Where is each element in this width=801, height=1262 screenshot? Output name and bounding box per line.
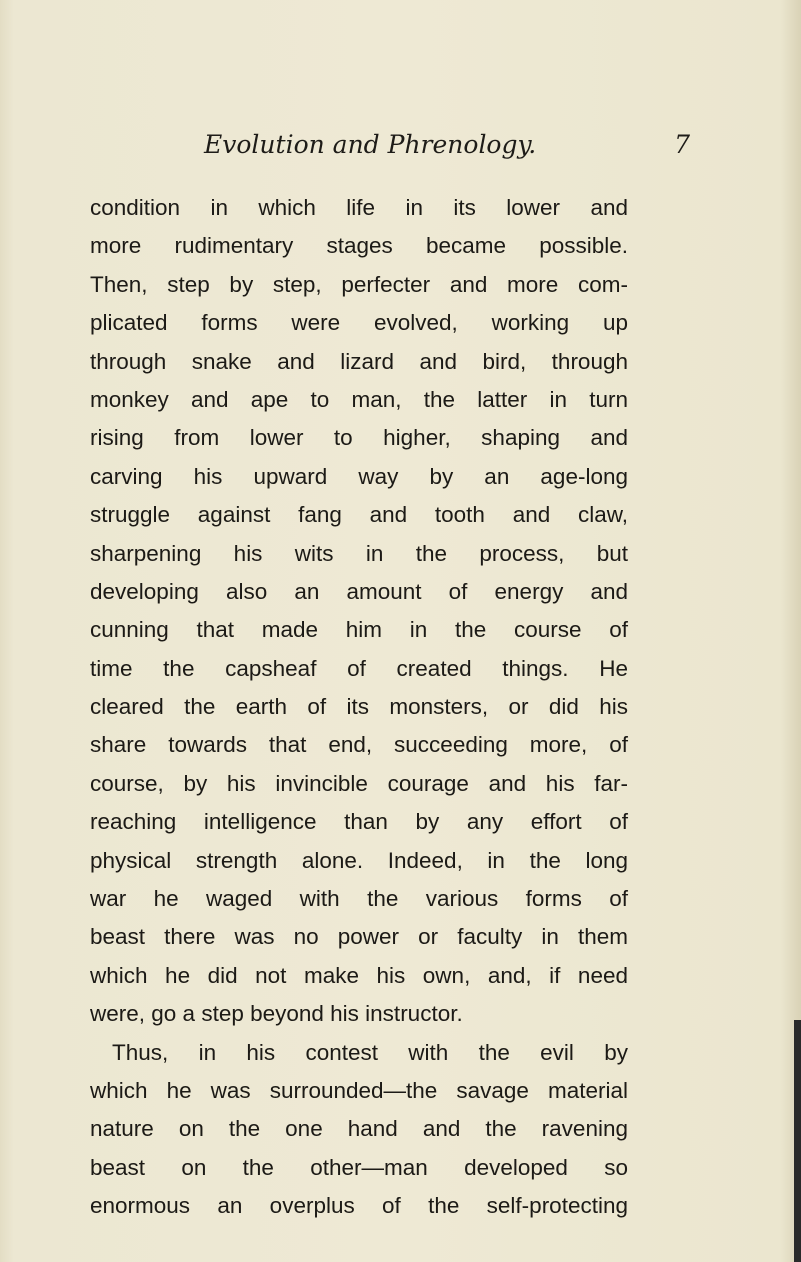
text-line: sharpening his wits in the process, but — [90, 540, 628, 566]
text-line: war he waged with the various forms of — [90, 886, 628, 912]
text-line: which he was surrounded—the savage material — [90, 1077, 628, 1103]
running-head: Evolution and Phrenology. — [204, 130, 537, 159]
text-line: monkey and ape to man, the latter in turn — [90, 386, 628, 412]
text-line: rising from lower to higher, shaping and — [90, 425, 628, 451]
text-line: time the capsheaf of created things. He — [90, 655, 628, 681]
text-line: course, by his invincible courage and his far- — [90, 770, 628, 796]
text-line: struggle against fang and tooth and claw, — [90, 502, 628, 528]
text-line: beast there was no power or faculty in them — [90, 924, 628, 950]
text-line: nature on the one hand and the ravening — [90, 1116, 628, 1142]
page-number: 7 — [674, 130, 690, 159]
text-line: were, go a step beyond his instructor. — [90, 1001, 463, 1027]
text-line: Thus, in his contest with the evil by — [112, 1039, 628, 1065]
text-line: developing also an amount of energy and — [90, 578, 628, 604]
text-line: plicated forms were evolved, working up — [90, 310, 628, 336]
text-line: carving his upward way by an age-long — [90, 463, 628, 489]
text-line: cleared the earth of its monsters, or did his — [90, 694, 628, 720]
text-line: cunning that made him in the course of — [90, 617, 628, 643]
text-line: through snake and lizard and bird, through — [90, 348, 628, 374]
page-header — [90, 130, 710, 166]
text-line: which he did not make his own, and, if need — [90, 962, 628, 988]
page-edge-shadow — [794, 1020, 801, 1262]
text-line: share towards that end, succeeding more, of — [90, 732, 628, 758]
text-line: condition in which life in its lower and — [90, 195, 628, 220]
text-line: beast on the other—man developed so — [90, 1154, 628, 1180]
body-text — [90, 189, 628, 1226]
text-line: enormous an overplus of the self-protecting — [90, 1193, 628, 1219]
text-line: more rudimentary stages became possible. — [90, 233, 628, 259]
text-line: Then, step by step, perfecter and more com- — [90, 271, 628, 297]
text-line: physical strength alone. Indeed, in the long — [90, 847, 628, 873]
text-line: reaching intelligence than by any effort of — [90, 809, 628, 835]
